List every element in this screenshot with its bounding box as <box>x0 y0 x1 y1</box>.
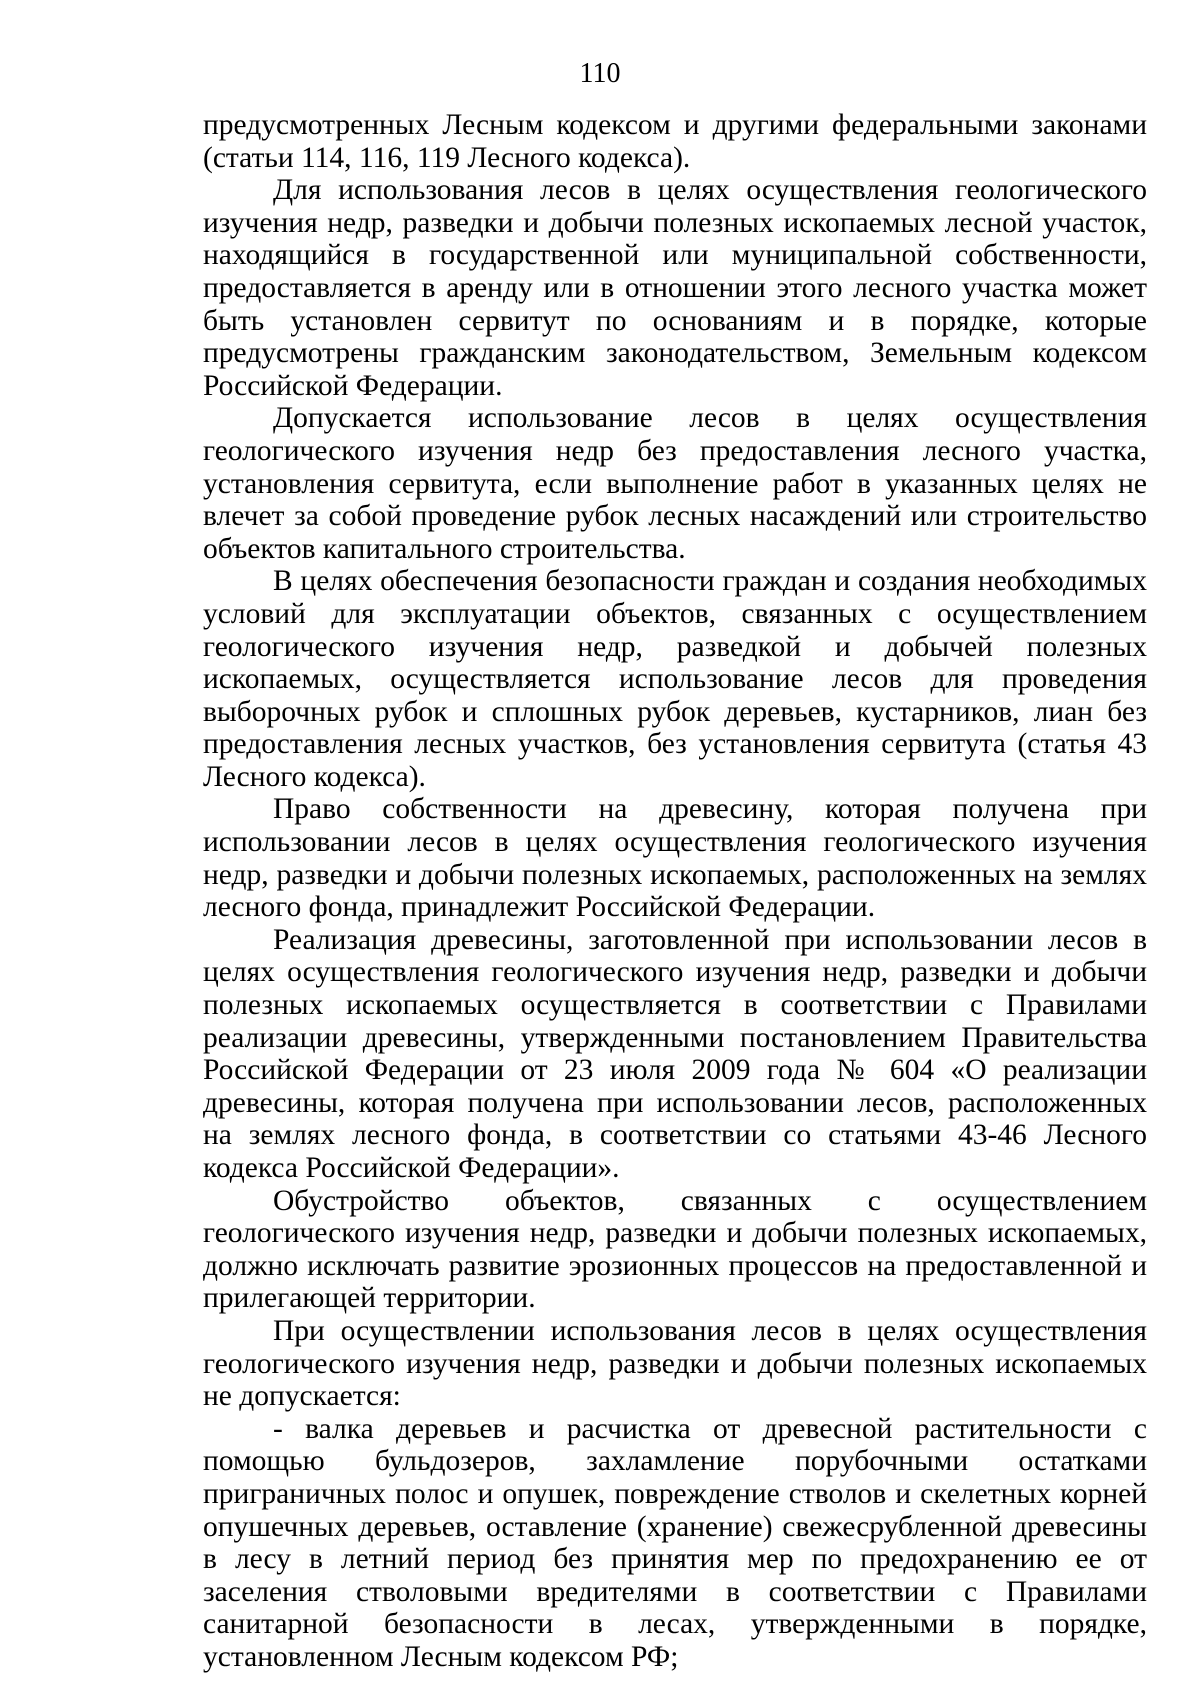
paragraph-timber-ownership: Право собственности на древесину, которая получена при использовании лесов в целях осуществления геологического изучения недр, разведки и добычи полезных ископаемых, расположенных на землях лесного фонда, принадлежит Российской Федерации. <box>203 793 1147 924</box>
paragraph-use-without-plot: Допускается использование лесов в целях осуществления геологического изучения недр без предоставления лесного участка, установления сервитута, если выполнение работ в указанных целях не влечет за собой проведение рубок лесных насаждений или строительство объектов капитального строительства. <box>203 402 1147 565</box>
paragraph-erosion: Обустройство объектов, связанных с осуществлением геологического изучения недр, разведки и добычи полезных ископаемых, должно исключать развитие эрозионных процессов на предоставленной и прилегающей территории. <box>203 1184 1147 1315</box>
paragraph-timber-sale: Реализация древесины, заготовленной при использовании лесов в целях осуществления геологического изучения недр, разведки и добычи полезных ископаемых осуществляется в соответствии с Правилами реализации древесины, утвержденными постановлением Правительства Российской Федерации от 23 июля 2009 года № 604 «О реализации древесины, которая получена при использовании лесов, расположенных на землях лесного фонда, в соответствии со статьями 43-46 Лесного кодекса Российской Федерации». <box>203 923 1147 1184</box>
paragraph-continuation: предусмотренных Лесным кодексом и другими федеральными законами (статьи 114, 116, 119 Лесного кодекса). <box>203 109 1147 174</box>
paragraph-prohibitions-intro: При осуществлении использования лесов в целях осуществления геологического изучения недр, разведки и добычи полезных ископаемых не допускается: <box>203 1314 1147 1413</box>
list-item-prohibition: - валка деревьев и расчистка от древесной растительности с помощью бульдозеров, захламление порубочными остатками приграничных полос и опушек, повреждение стволов и скелетных корней опушечных деревьев, оставление (хранение) свежесрубленной древесины в лесу в летний период без принятия мер по предохранению ее от заселения стволовыми вредителями в соответствии с Правилами санитарной безопасности в лесах, утвержденными в порядке, установленном Лесным кодексом РФ; <box>203 1412 1147 1673</box>
paragraph-lease-or-servitude: Для использования лесов в целях осуществления геологического изучения недр, разведки и добычи полезных ископаемых лесной участок, находящийся в государственной или муниципальной собственности, предоставляется в аренду или в отношении этого лесного участка может быть установлен сервитут по основаниям и в порядке, которые предусмотрены гражданским законодательством, Земельным кодексом Российской Федерации. <box>203 174 1147 402</box>
page-number: 110 <box>579 58 621 89</box>
paragraph-safety-cuttings: В целях обеспечения безопасности граждан и создания необходимых условий для эксплуатации объектов, связанных с осуществлением геологического изучения недр, разведкой и добычей полезных ископаемых, осуществляется использование лесов для проведения выборочных рубок и сплошных рубок деревьев, кустарников, лиан без предоставления лесных участков, без установления сервитута (статья 43 Лесного кодекса). <box>203 565 1147 793</box>
document-body <box>203 109 1147 1674</box>
